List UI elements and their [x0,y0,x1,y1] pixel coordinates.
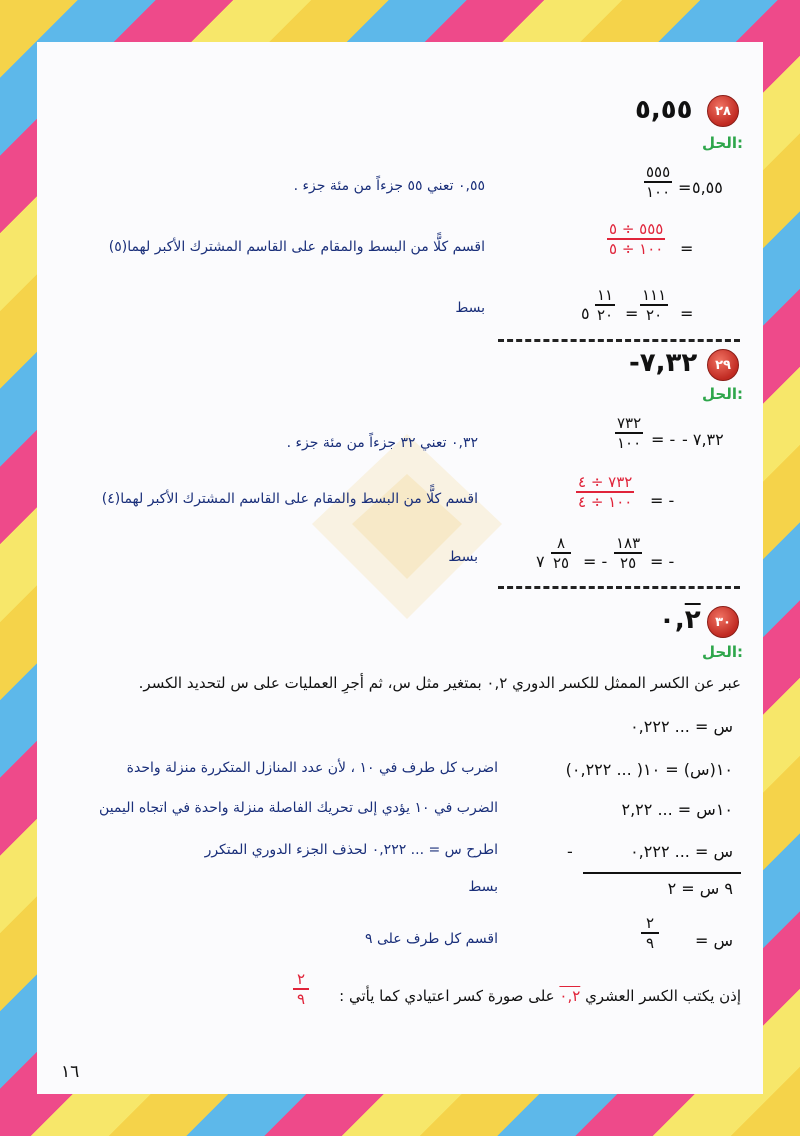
step-note: بسط [455,300,485,316]
equation-row: ١٠س = ... ٢,٢٢ [621,800,733,819]
conclusion [339,987,741,1005]
problem-number: ٣٠ [715,614,731,630]
problem-29-title: -٧,٣٢ [629,348,698,378]
denominator: ٢٥ [620,553,637,572]
fraction [641,914,659,952]
problem-number: ٢٨ [715,103,731,119]
numerator: ١٨٣ [616,534,641,552]
numerator: ٧٣٢ ÷ ٤ [578,473,633,491]
equals: = [680,239,694,258]
step-note: ٠,٣٢ تعني ٣٢ جزءاً من مئة جزء . [286,435,478,451]
step-note: اضرب كل طرف في ١٠ ، لأن عدد المنازل المتكررة منزلة واحدة [126,760,498,776]
numerator: ٢ [645,914,655,932]
numerator: ٥٥٥ [646,163,671,181]
equation-row: ١٠(س) = ١٠( ... ٠,٢٢٢) [565,760,733,779]
equals: = - [583,552,608,571]
lhs: ٥,٥٥ [692,178,723,197]
denominator: ٩ [296,989,306,1008]
step-note: ٠,٥٥ تعني ٥٥ جزءاً من مئة جزء . [293,178,485,194]
conclusion-fraction [293,970,309,1008]
solution-label: الحل: [702,643,743,661]
numerator: ٥٥٥ ÷ ٥ [609,220,664,238]
conclusion-decimal: ٠,٢ [559,987,581,1005]
equals: = [678,178,692,197]
denominator: ١٠٠ [646,182,671,201]
denominator: ١٠٠ ÷ ٤ [578,492,633,511]
repeating-digit: ٢ [684,605,701,635]
step-note: اقسم كلًّا من البسط والمقام على القاسم المشترك الأكبر لهما(٥) [108,239,485,255]
fraction [595,286,615,324]
equals: = - [651,430,676,449]
fraction [576,473,634,511]
fraction [615,414,643,452]
section-divider [498,586,740,589]
numerator: ٢ [296,970,306,988]
equation-row: س = ... ٠,٢٢٢ [630,717,733,736]
page [37,42,763,1094]
step-note: بسط [468,879,498,895]
denominator: ١٠٠ [617,433,642,452]
equation-row: س = ... ٠,٢٢٢ [630,842,733,861]
denominator: ٢٥ [553,553,570,572]
problem-28-badge [707,95,739,127]
conclusion-text: على صورة كسر اعتيادي كما يأتي : [339,987,555,1005]
problem-29-badge [707,349,739,381]
denominator: ١٠٠ ÷ ٥ [609,239,664,258]
lhs: - ٧,٣٢ [682,430,724,449]
denominator: ٢٠ [597,305,614,324]
problem-30-title [659,605,701,635]
equals: = [680,304,694,323]
numerator: ٧٣٢ [617,414,642,432]
subtraction-line [583,872,741,874]
numerator: ٨ [557,534,566,552]
step-note: اقسم كل طرف على ٩ [364,931,498,947]
conclusion-text: إذن يكتب الكسر العشري [585,987,741,1005]
fraction [607,220,665,258]
equals: = [625,304,639,323]
section-divider [498,339,740,342]
solution-label: الحل: [702,134,743,152]
step-note: اقسم كلًّا من البسط والمقام على القاسم المشترك الأكبر لهما(٤) [101,491,478,507]
step-note: اطرح س = ... ٠,٢٢٢ لحذف الجزء الدوري المتكرر [204,842,498,858]
fraction [614,534,642,572]
equation-row: ٩ س = ٢ [667,879,733,898]
step-note: الضرب في ١٠ يؤدي إلى تحريك الفاصلة منزلة واحدة في اتجاه اليمين [99,800,498,816]
minus-sign: - [567,842,573,861]
equals: = - [650,491,675,510]
step-note: بسط [448,549,478,565]
numerator: ١١ [597,286,614,304]
solution-label: الحل: [702,385,743,403]
equals: = - [650,552,675,571]
final-lhs: س = [694,931,733,950]
denominator: ٩ [645,933,655,952]
problem-number: ٢٩ [715,357,731,373]
numerator: ١١١ [642,286,667,304]
problem-30-badge [707,606,739,638]
fraction [640,286,668,324]
fraction [551,534,571,572]
problem-28-title: ٥,٥٥ [635,95,693,125]
whole-part: ٧ [536,552,545,571]
denominator: ٢٠ [646,305,663,324]
page-number: ١٦ [61,1062,80,1082]
integer-part: ٠, [659,605,685,635]
intro-text: عبر عن الكسر الممثل للكسر الدوري ٠,٢ بمتغير مثل س، ثم أجرِ العمليات على س لتحديد الكسر. [138,674,741,692]
fraction [644,163,672,201]
whole-part: ٥ [581,304,590,323]
